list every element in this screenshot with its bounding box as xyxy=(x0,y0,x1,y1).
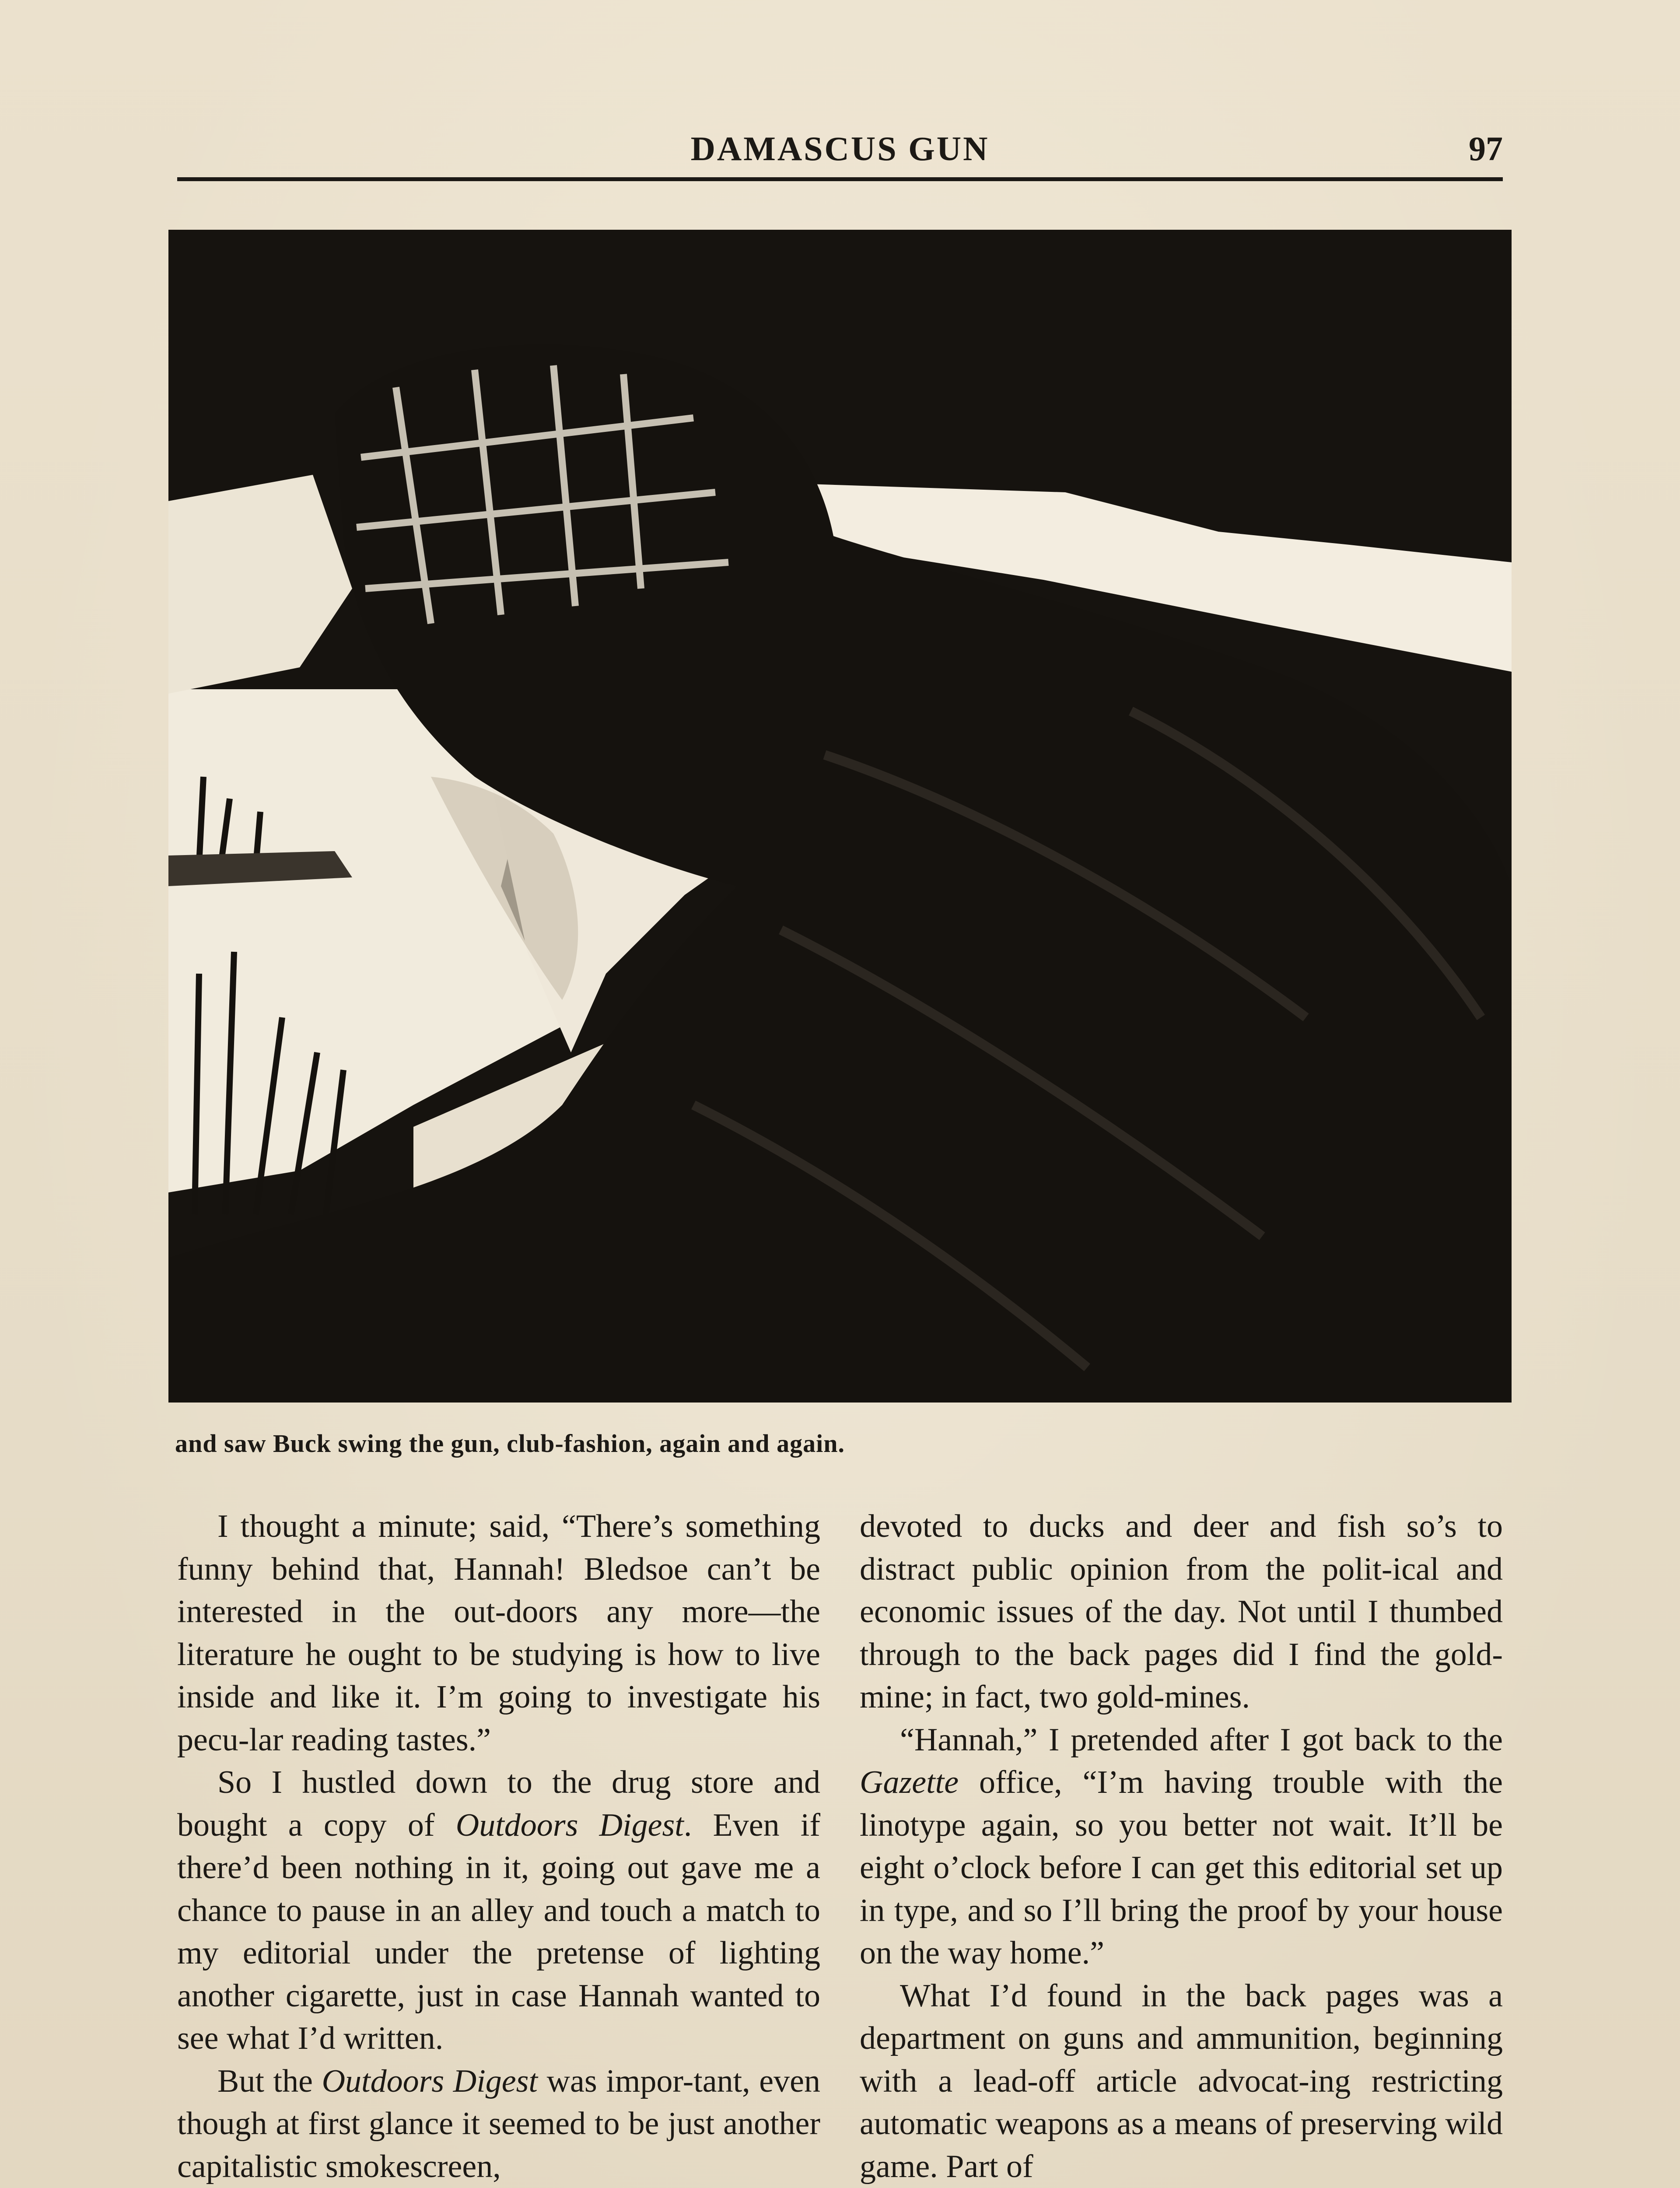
paragraph: I thought a minute; said, “There’s something funny behind that, Hannah! Bledsoe can’t be interested in the out-doors any more—the literature he ought to be studying is how to live inside and like it. I’m going to investigate his pecu-lar reading tastes.” xyxy=(177,1508,820,1758)
running-title: DAMASCUS GUN xyxy=(690,130,990,168)
paragraph-text: But the xyxy=(217,2063,322,2099)
illustration-artwork xyxy=(168,230,1512,1403)
paragraph-continued: devoted to ducks and deer and fish so’s to distract public opinion from the polit-ical and economic issues of the day. Not until I thumbed through to the back pages did I find the gold-mine; in fact, two gold-mines. xyxy=(860,1508,1503,1715)
paragraph-text: was impor-tant, even though at first glance it seemed to be just another capitalistic smokescreen, xyxy=(177,2063,820,2184)
magazine-title: Outdoors Digest xyxy=(322,2063,538,2099)
story-illustration xyxy=(168,230,1512,1403)
paragraph xyxy=(177,2060,820,2188)
paragraph xyxy=(177,1761,820,2060)
paragraph-text: So I hustled down to the drug store and bought a copy of xyxy=(177,1764,820,1843)
newspaper-title: Gazette xyxy=(860,1764,959,1800)
paragraph xyxy=(860,1719,1503,1975)
illustration-caption: and saw Buck swing the gun, club-fashion, again and again. xyxy=(175,1429,845,1458)
page-number: 97 xyxy=(1469,130,1503,168)
paragraph: What I’d found in the back pages was a department on guns and ammunition, beginning with a lead-off article advocat-ing restricting automatic weapons as a means of preserving wild game. Part of xyxy=(860,1978,1503,2184)
text-column-right xyxy=(860,1505,1503,2188)
paragraph-text: . Even if there’d been nothing in it, going out gave me a chance to pause in an alley and touch a match to my editorial under the pretense of lighting another cigarette, just in case Hannah wanted to see what I’d written. xyxy=(177,1807,820,2056)
paragraph-text: office, “I’m having trouble with the linotype again, so you better not wait. It’ll be eight o’clock before I can get this editorial set up in type, and so I’ll bring the proof by your house on the way home.” xyxy=(860,1764,1503,1971)
text-column-left xyxy=(177,1505,820,2188)
magazine-title: Outdoors Digest xyxy=(455,1807,684,1843)
page-header xyxy=(177,125,1503,177)
paragraph-text: “Hannah,” I pretended after I got back to the xyxy=(900,1722,1503,1758)
header-rule xyxy=(177,177,1503,181)
